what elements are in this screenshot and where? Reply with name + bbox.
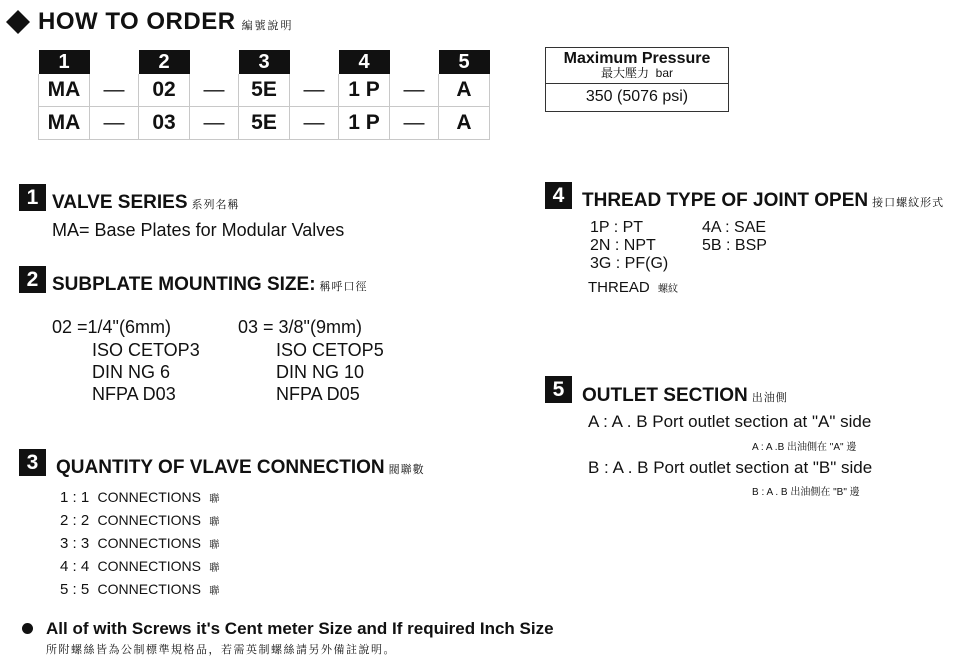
section-4-number: 4 (545, 182, 572, 209)
section-1-text: MA= Base Plates for Modular Valves (52, 220, 345, 240)
section-3-title: QUANTITY OF VLAVE CONNECTION 閥聯數 (56, 457, 425, 478)
list-item: 5B : BSP (702, 237, 767, 254)
max-pressure-box (545, 47, 729, 112)
column-number: 3 (239, 50, 290, 74)
size-02-label: 02 =1/4"(6mm) (52, 317, 171, 337)
section-3-number: 3 (19, 449, 46, 476)
list-item: 4A : SAE (702, 219, 767, 236)
max-pressure-subtitle: 最大壓力 (600, 66, 649, 80)
separator-dash: — (190, 74, 239, 107)
max-pressure-value: 350 (5076 psi) (585, 88, 689, 105)
list-item: 5 : 5 CONNECTIONS 聯 (60, 581, 220, 598)
size-02-nfpa: NFPA D03 (92, 384, 176, 404)
section-4-title: THREAD TYPE OF JOINT OPEN 接口螺紋形式 (582, 190, 945, 211)
section-5-number: 5 (545, 376, 572, 403)
size-03-din: DIN NG 10 (276, 362, 365, 382)
section-2-title: SUBPLATE MOUNTING SIZE: 稱呼口徑 (52, 274, 368, 295)
section-1-title: VALVE SERIES 系列名稱 (52, 192, 240, 213)
list-item: 1P : PT (590, 219, 644, 236)
list-item: 2N : NPT (590, 237, 656, 254)
outlet-b-text: B : A . B Port outlet section at "B" side (588, 458, 873, 477)
size-03-iso: ISO CETOP5 (276, 340, 384, 360)
separator-dash: — (90, 74, 139, 107)
list-item: 1 : 1 CONNECTIONS 聯 (60, 489, 220, 506)
order-code-table (38, 50, 490, 140)
separator-dash: — (90, 107, 139, 140)
order-code-header-row (39, 50, 490, 74)
separator-dash: — (190, 107, 239, 140)
footer-note-zh: 所附螺絲皆為公制標準規格品，若需英制螺絲請另外備註說明。 (46, 644, 396, 656)
order-code-row: MA — 03 — 5E — 1 P — A (39, 107, 490, 140)
outlet-a-zh: A : A .B 出油側在 "A" 邊 (752, 442, 857, 453)
thread-type-list-1 (590, 219, 668, 273)
connection-list (60, 487, 219, 602)
section-5-title: OUTLET SECTION 出油側 (582, 385, 788, 406)
size-03-nfpa: NFPA D05 (276, 384, 360, 404)
separator-dash: — (390, 107, 439, 140)
footer-note: All of with Screws it's Cent meter Size and If required Inch Size (46, 619, 554, 638)
size-02-iso: ISO CETOP3 (92, 340, 200, 360)
separator-dash: — (290, 74, 339, 107)
list-item: 3G : PF(G) (590, 255, 669, 272)
max-pressure-title: Maximum Pressure (563, 50, 711, 67)
list-item: 4 : 4 CONNECTIONS 聯 (60, 558, 220, 575)
section-1-number: 1 (19, 184, 46, 211)
order-code-row: MA — 02 — 5E — 1 P — A (39, 74, 490, 107)
column-number: 1 (39, 50, 90, 74)
section-2-number: 2 (19, 266, 46, 293)
column-number: 4 (339, 50, 390, 74)
size-03-label: 03 = 3/8"(9mm) (238, 317, 362, 337)
column-number: 5 (439, 50, 490, 74)
separator-dash: — (290, 107, 339, 140)
outlet-b-zh: B : A . B 出油側在 "B" 邊 (752, 487, 860, 498)
outlet-a-text: A : A . B Port outlet section at "A" side (588, 412, 872, 431)
bullet-icon (22, 623, 33, 634)
size-02-din: DIN NG 6 (92, 362, 171, 382)
separator-dash: — (390, 74, 439, 107)
list-item: 3 : 3 CONNECTIONS 聯 (60, 535, 220, 552)
thread-label: THREAD 螺紋 (588, 279, 679, 296)
column-number: 2 (139, 50, 190, 74)
page-title: HOW TO ORDER 編號說明 (38, 8, 294, 35)
thread-type-list-2 (702, 219, 767, 255)
max-pressure-header (546, 48, 728, 84)
list-item: 2 : 2 CONNECTIONS 聯 (60, 512, 220, 529)
diamond-bullet-icon (6, 10, 30, 34)
max-pressure-unit: bar (655, 66, 674, 80)
